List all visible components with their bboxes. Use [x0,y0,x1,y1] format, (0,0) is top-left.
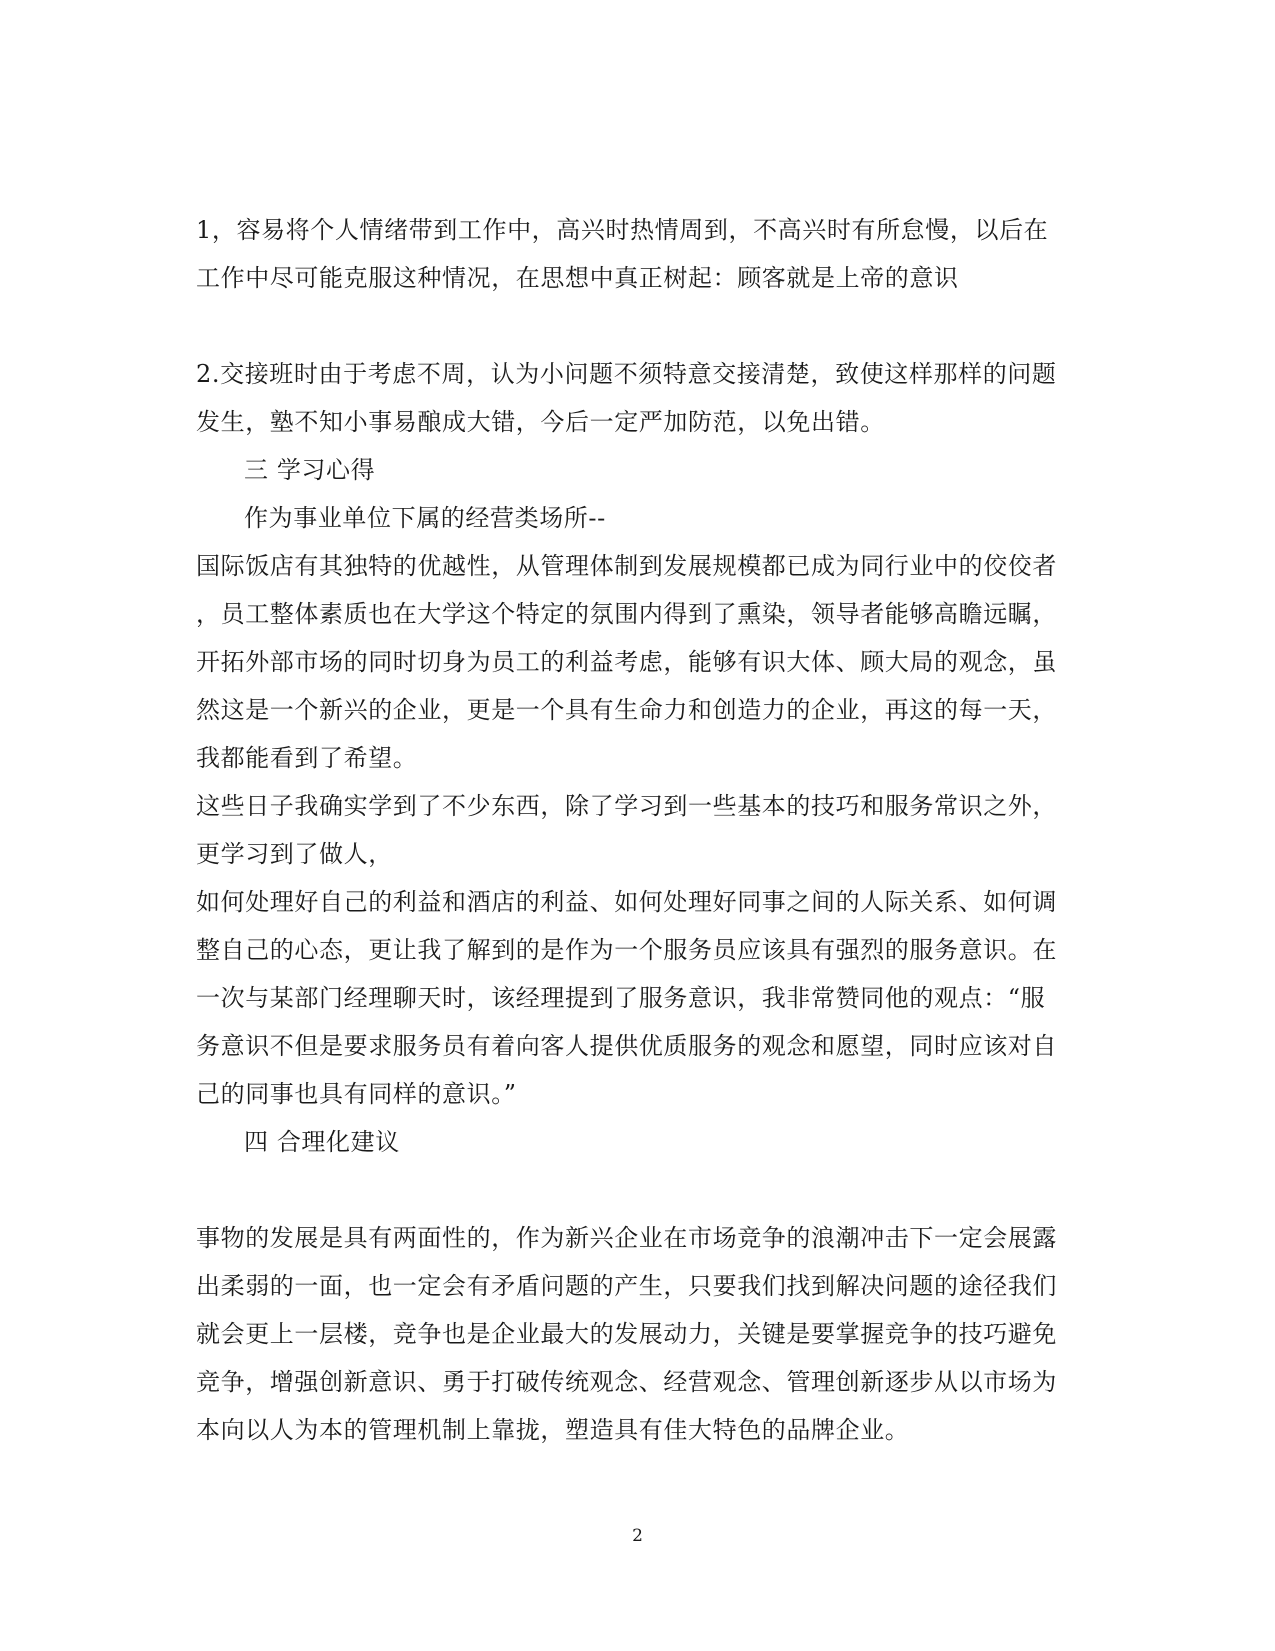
text-line: 工作中尽可能克服这种情况，在思想中真正树起：顾客就是上帝的意识 [196,264,959,292]
text-line: 整自己的心态，更让我了解到的是作为一个服务员应该具有强烈的服务意识。在 [196,936,1057,964]
text-line: 我都能看到了希望。 [196,744,418,772]
text-line: 己的同事也具有同样的意识。” [196,1080,517,1108]
text-line: 开拓外部市场的同时切身为员工的利益考虑，能够有识大体、顾大局的观念，虽 [196,648,1057,676]
text-line: 出柔弱的一面，也一定会有矛盾问题的产生，只要我们找到解决问题的途径我们 [196,1272,1057,1300]
text-line: 这些日子我确实学到了不少东西，除了学习到一些基本的技巧和服务常识之外， [196,792,1057,820]
section-heading: 四 合理化建议 [244,1128,400,1156]
text-line: 2.交接班时由于考虑不周，认为小问题不须特意交接清楚，致使这样那样的问题 [196,360,1057,388]
text-line: 更学习到了做人， [196,840,393,868]
text-line: 就会更上一层楼，竞争也是企业最大的发展动力，关键是要掌握竞争的技巧避免 [196,1320,1057,1348]
section-heading: 三 学习心得 [244,456,376,484]
text-line: 务意识不但是要求服务员有着向客人提供优质服务的观念和愿望，同时应该对自 [196,1032,1057,1060]
text-line: 如何处理好自己的利益和酒店的利益、如何处理好同事之间的人际关系、如何调 [196,888,1057,916]
text-line: 事物的发展是具有两面性的，作为新兴企业在市场竞争的浪潮冲击下一定会展露 [196,1224,1057,1252]
text-line: 国际饭店有其独特的优越性，从管理体制到发展规模都已成为同行业中的佼佼者 [196,552,1057,580]
page-number: 2 [632,1526,643,1546]
text-line: 本向以人为本的管理机制上靠拢，塑造具有佳大特色的品牌企业。 [196,1416,910,1444]
text-line: 作为事业单位下属的经营类场所-- [244,504,606,532]
text-line: 发生，塾不知小事易酿成大错，今后一定严加防范，以免出错。 [196,408,885,436]
text-line: 1，容易将个人情绪带到工作中，高兴时热情周到，不高兴时有所怠慢，以后在 [196,216,1049,244]
text-line: 然这是一个新兴的企业，更是一个具有生命力和创造力的企业，再这的每一天， [196,696,1057,724]
text-line: 一次与某部门经理聊天时，该经理提到了服务意识，我非常赞同他的观点：“服 [196,984,1046,1012]
text-line: 竞争，增强创新意识、勇于打破传统观念、经营观念、管理创新逐步从以市场为 [196,1368,1057,1396]
text-line: ，员工整体素质也在大学这个特定的氛围内得到了熏染，领导者能够高瞻远瞩， [196,600,1057,628]
